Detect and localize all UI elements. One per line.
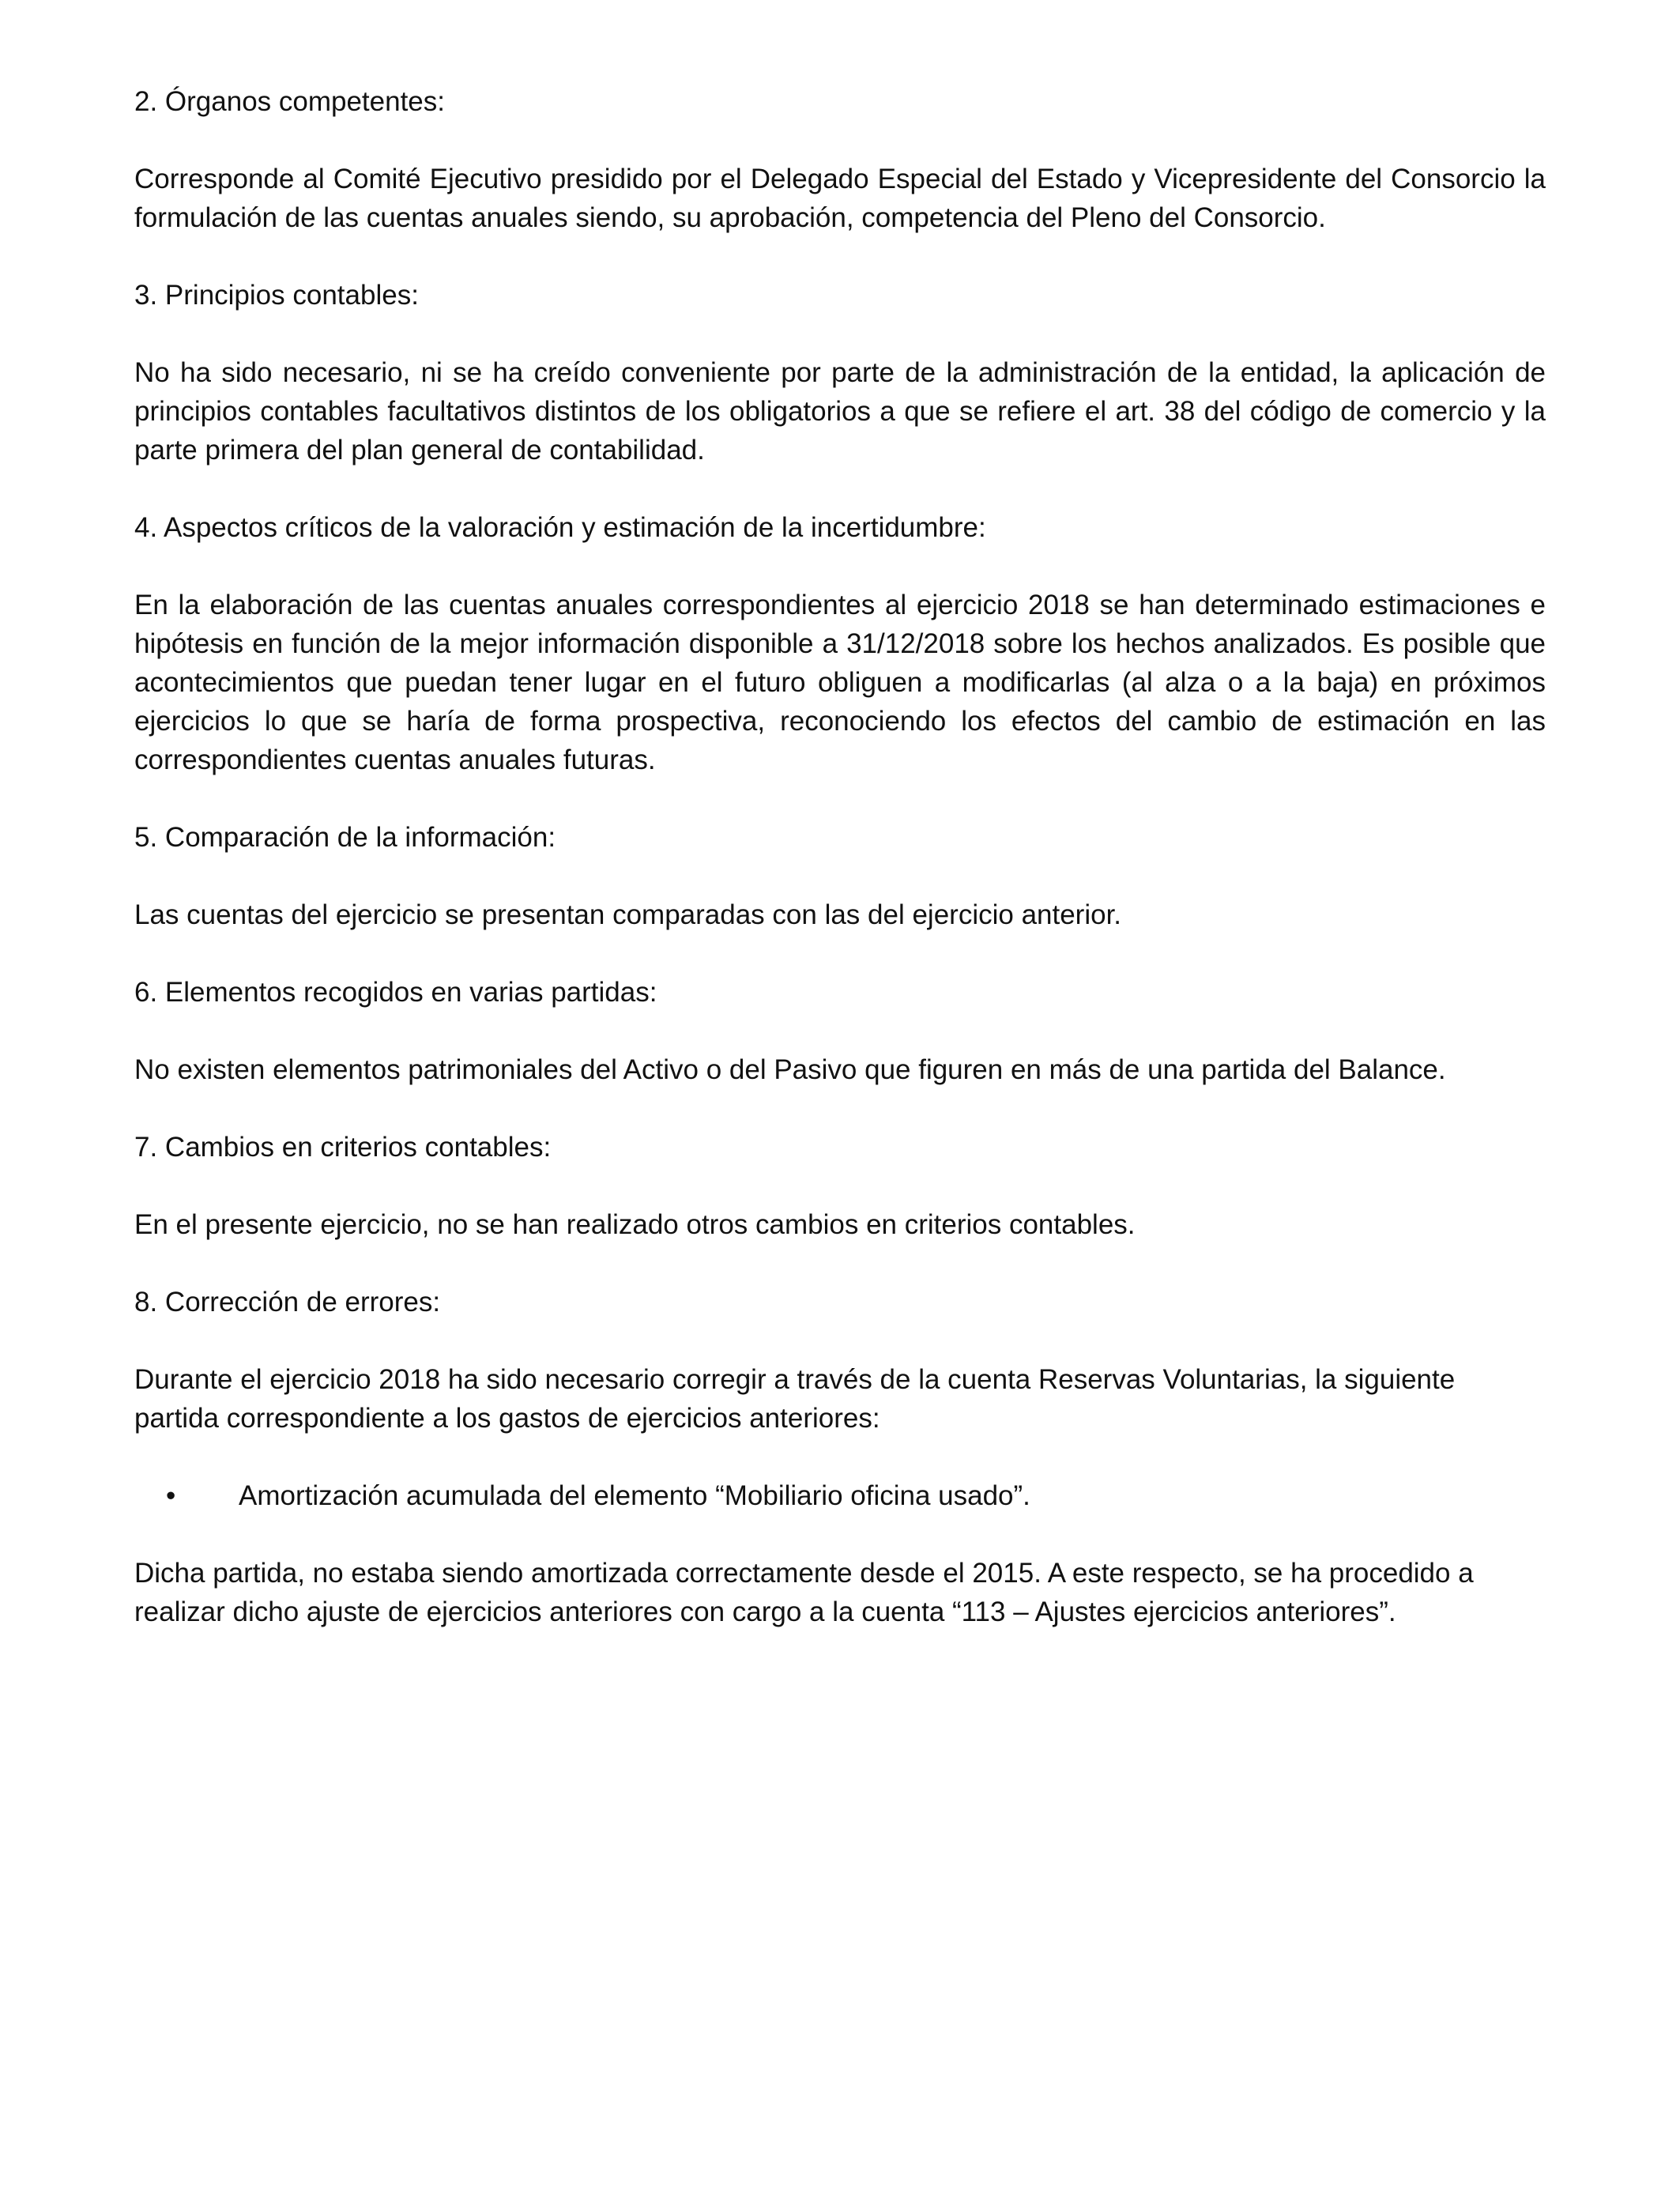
list-item-text: Amortización acumulada del elemento “Mobiliario oficina usado”. [239,1480,1030,1511]
section-elementos-varias-partidas [134,973,1546,1089]
section-heading: 3. Principios contables: [134,280,419,311]
section-aspectos-criticos [134,508,1546,779]
section-paragraph: No existen elementos patrimoniales del Activo o del Pasivo que figuren en más de una partida del Balance. [134,1054,1446,1085]
document-body [134,82,1546,1670]
bullet-icon: • [166,1480,176,1511]
section-comparacion-informacion [134,818,1546,934]
section-cambios-criterios [134,1128,1546,1244]
section-correccion-errores [134,1283,1546,1631]
section-heading: 8. Corrección de errores: [134,1287,441,1318]
list-item [134,1476,1546,1515]
bullet-list [134,1476,1546,1515]
section-heading: 4. Aspectos críticos de la valoración y estimación de la incertidumbre: [134,512,986,543]
section-heading: 7. Cambios en criterios contables: [134,1132,552,1163]
section-intro-paragraph: Durante el ejercicio 2018 ha sido necesario corregir a través de la cuenta Reservas Voluntarias, la siguiente partida correspondiente a los gastos de ejercicios anteriores: [134,1364,1456,1434]
section-heading: 5. Comparación de la información: [134,822,556,853]
section-paragraph: No ha sido necesario, ni se ha creído conveniente por parte de la administración de la entidad, la aplicación de principios contables facultativos distintos de los obligatorios a que se refiere el art. 38 del código de comercio y la parte primera del plan general de contabilidad. [134,357,1546,466]
section-heading: 6. Elementos recogidos en varias partidas: [134,977,657,1008]
section-paragraph: En la elaboración de las cuentas anuales correspondientes al ejercicio 2018 se han determinado estimaciones e hipótesis en función de la mejor información disponible a 31/12/2018 sobre los hechos analizados. Es posible que acontecimientos que puedan tener lugar en el futuro obliguen a modificarlas (al alza o a la baja) en próximos ejercicios lo que se haría de forma prospectiva, reconociendo los efectos del cambio de estimación en las correspondientes cuentas anuales futuras. [134,590,1546,775]
section-heading: 2. Órganos competentes: [134,86,445,117]
section-principios-contables [134,276,1546,469]
section-paragraph: En el presente ejercicio, no se han realizado otros cambios en criterios contables. [134,1209,1136,1240]
section-organos-competentes [134,82,1546,237]
section-paragraph: Corresponde al Comité Ejecutivo presidido por el Delegado Especial del Estado y Vicepresidente del Consorcio la formulación de las cuentas anuales siendo, su aprobación, competencia del Pleno del Consorcio. [134,164,1546,233]
section-closing-paragraph: Dicha partida, no estaba siendo amortizada correctamente desde el 2015. A este respecto, se ha procedido a realizar dicho ajuste de ejercicios anteriores con cargo a la cuenta “113 – Ajustes ejercicios anteriores”. [134,1558,1474,1627]
section-paragraph: Las cuentas del ejercicio se presentan comparadas con las del ejercicio anterior. [134,899,1122,930]
